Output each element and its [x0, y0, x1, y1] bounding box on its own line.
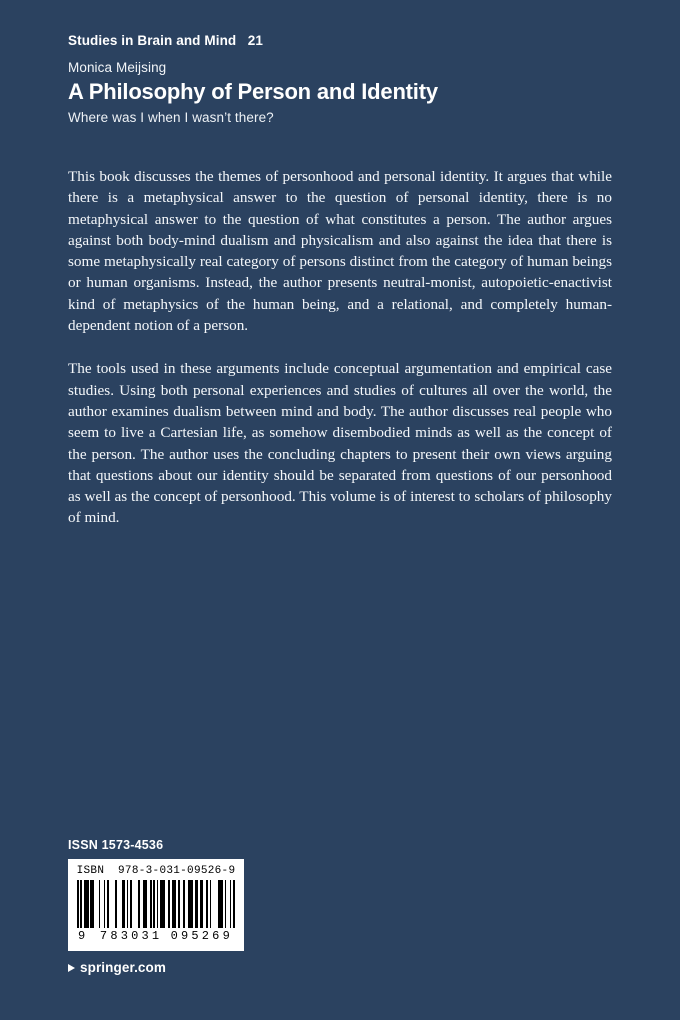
author-name: Monica Meijsing — [68, 60, 167, 75]
series-line: Studies in Brain and Mind 21 — [68, 33, 264, 48]
header-block — [68, 33, 614, 125]
barcode-bars — [77, 880, 235, 928]
ean-left-group: 783031 — [99, 929, 163, 943]
triangle-right-icon — [68, 964, 75, 972]
blurb-paragraph-1: This book discusses the themes of personhood and personal identity. It argues that while there is a metaphysical answer to the question of personal identity, there is no metaphysical answer to the question of what constitutes a person. The author argues against both body-mind dualism and physicalism and also against the idea that there is some metaphysically real category of persons distinct from the category of human beings or human organisms. Instead, the author presents neutral-monist, autopoietic-enactivist kind of metaphysics of the human being, and a relational, and completely human-dependent notion of a person. — [68, 168, 612, 335]
book-subtitle: Where was I when I wasn’t there? — [68, 110, 274, 126]
issn-text: ISSN 1573-4536 — [68, 838, 164, 852]
springer-logo[interactable] — [68, 960, 368, 975]
isbn-text: ISBN 978-3-031-09526-9 — [76, 865, 236, 877]
footer-block — [68, 838, 368, 975]
ean-lead-digit: 9 — [78, 929, 86, 943]
blurb-block — [68, 166, 612, 529]
ean-digits — [77, 929, 235, 943]
ean-right-group: 095269 — [170, 929, 233, 943]
springer-url: springer.com — [80, 960, 166, 975]
isbn-barcode — [68, 859, 244, 951]
book-title: A Philosophy of Person and Identity — [68, 79, 438, 104]
blurb-paragraph-2: The tools used in these arguments include conceptual argumentation and empirical case studies. Using both personal experiences and studies of cultures all over the world, the author examines dualism between mind and body. The author discusses real people who seem to live a Cartesian life, as somehow disembodied minds as well as the concept of the person. The author uses the concluding chapters to present their own views arguing that questions about our identity should be separated from questions of our personhood as well as the concept of personhood. This volume is of interest to scholars of philosophy of mind. — [68, 360, 612, 527]
